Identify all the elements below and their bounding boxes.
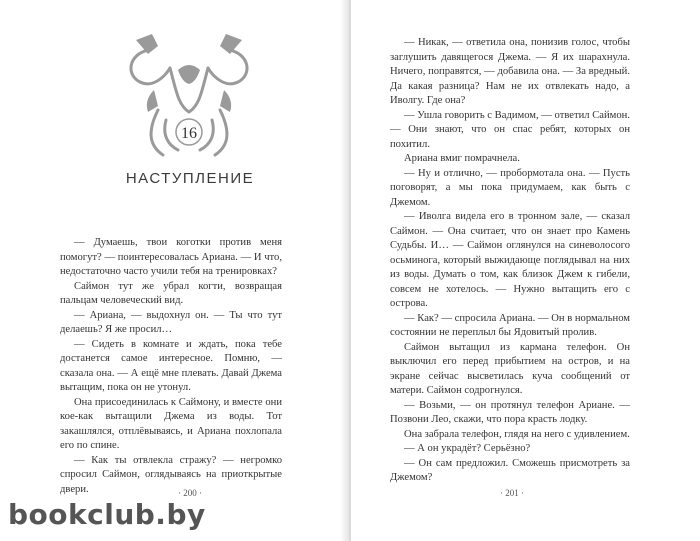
- paragraph: — Ну и отлично, — пробормотала она. — Пусть поговорят, а мы пока придумаем, как быть с Джемом.: [390, 167, 630, 208]
- paragraph: — Ариана, — выдохнул он. — Ты что тут делаешь? Я же просил…: [60, 309, 282, 335]
- page-number-right: · 201 ·: [500, 488, 524, 498]
- paragraph: — Думаешь, твои коготки против меня помогут? — поинтересовалась Ариана. — И что, недостаточно часто учили тебя на тренировках?: [60, 237, 282, 277]
- paragraph: — Как? — спросила Ариана. — Он в нормальном состоянии не переплыл бы Ядовитый пролив.: [390, 312, 630, 338]
- paragraph: — Возьми, — он протянул телефон Ариане. — Позвони Лео, скажи, что пора красть лодку.: [390, 399, 630, 425]
- dragon-ornament-icon: [118, 20, 260, 170]
- paragraph: — Как ты отвлекла стражу? — негромко спросил Саймон, оглядываясь на приоткрытые двери.: [60, 454, 282, 495]
- paragraph: — Ушла говорить с Вадимом, — ответил Саймон. — Они знают, что он спас ребят, которых он похитил.: [390, 109, 630, 150]
- left-page: [0, 0, 349, 541]
- watermark: bookclub.by: [8, 498, 206, 531]
- paragraph: — А он украдёт? Серьёзно?: [404, 443, 531, 454]
- paragraph: — Иволга видела его в тронном зале, — сказал Саймон. — Она считает, что он знает про Камень Судьбы. И… — Саймон оглянулся на синеволосого осьминога, который выжидающе поглядывал на них из воды. Думать о том, как близок Джем к гибели, совсем не хотелось. — Нужно вытащить его с острова.: [390, 211, 630, 309]
- paragraph: Ариана вмиг помрачнела.: [404, 153, 520, 164]
- paragraph: — Сидеть в комнате и ждать, пока тебе достанется самое интересное. Помню, — сказала она. — А ещё мне плевать. Давай Джема вытащим, пока он не утонул.: [60, 338, 282, 393]
- page-number-left: · 200 ·: [178, 488, 202, 498]
- chapter-title: НАСТУПЛЕНИЕ: [125, 170, 255, 187]
- paragraph: — Он сам предложил. Сможешь присмотреть за Джемом?: [390, 457, 630, 483]
- chapter-number: 16: [181, 125, 197, 142]
- paragraph: — Никак, — ответила она, понизив голос, чтобы заглушить давящегося Джема. — Я их шарахнула. Ничего, поправятся, — добавила она. — За вредный. Да какая разница? Нам не их отвлекать надо, а Иволгу. Где она?: [390, 37, 630, 106]
- left-page-text: [60, 236, 282, 497]
- paragraph: Саймон вытащил из кармана телефон. Он выключил его перед прибытием на остров, и на экране сейчас высветилась куча сообщений от матери. Саймон содрогнулся.: [390, 341, 630, 396]
- paragraph: Она забрала телефон, глядя на него с удивлением.: [404, 428, 630, 440]
- paragraph: Она присоединилась к Саймону, и вместе они кое-как вытащили Джема из воды. Тот закашлялся, отплёвываясь, и Ариана похлопала его по спине.: [60, 396, 282, 451]
- paragraph: Саймон тут же убрал когти, возвращая пальцам человеческий вид.: [60, 280, 282, 306]
- right-page-text: [390, 36, 630, 486]
